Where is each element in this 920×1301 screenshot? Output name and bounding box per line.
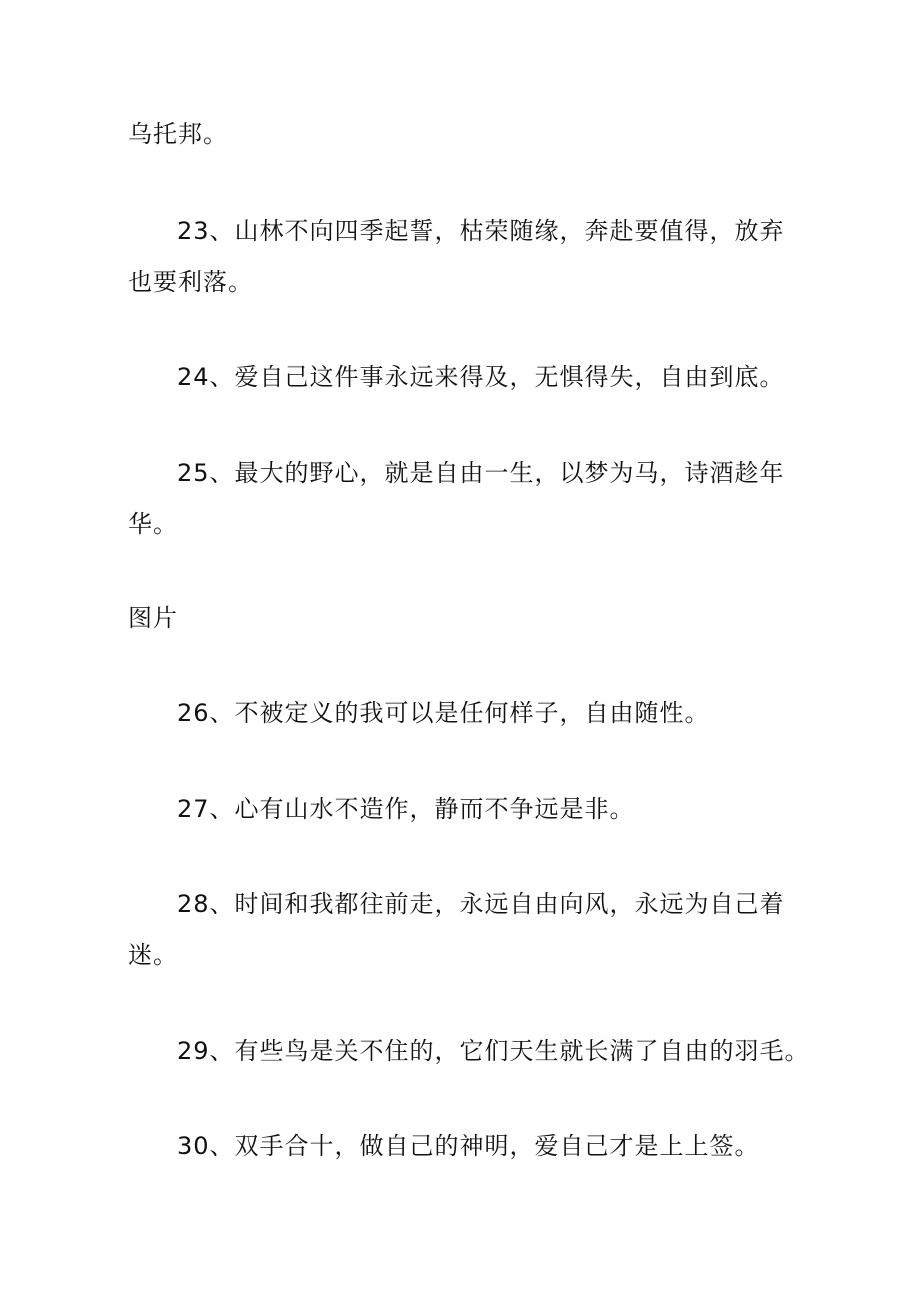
quote-25-line-2: 华。 bbox=[128, 510, 178, 538]
quote-23-line-1: 23、山林不向四季起誓，枯荣随缘，奔赴要值得，放弃 bbox=[177, 217, 785, 245]
quote-23-line-2: 也要利落。 bbox=[128, 268, 253, 296]
quote-28-line-1: 28、时间和我都往前走，永远自由向风，永远为自己着 bbox=[177, 890, 785, 918]
image-placeholder-label: 图片 bbox=[128, 604, 178, 632]
quote-27: 27、心有山水不造作，静而不争远是非。 bbox=[177, 795, 635, 823]
paragraph-22-end: 乌托邦。 bbox=[128, 120, 228, 148]
quote-28-line-2: 迷。 bbox=[128, 941, 178, 969]
quote-29: 29、有些鸟是关不住的，它们天生就长满了自由的羽毛。 bbox=[177, 1037, 810, 1065]
quote-30: 30、双手合十，做自己的神明，爱自己才是上上签。 bbox=[177, 1132, 760, 1160]
quote-25-line-1: 25、最大的野心，就是自由一生，以梦为马，诗酒趁年 bbox=[177, 459, 785, 487]
quote-24: 24、爱自己这件事永远来得及，无惧得失，自由到底。 bbox=[177, 363, 785, 391]
quote-26: 26、不被定义的我可以是任何样子，自由随性。 bbox=[177, 699, 710, 727]
